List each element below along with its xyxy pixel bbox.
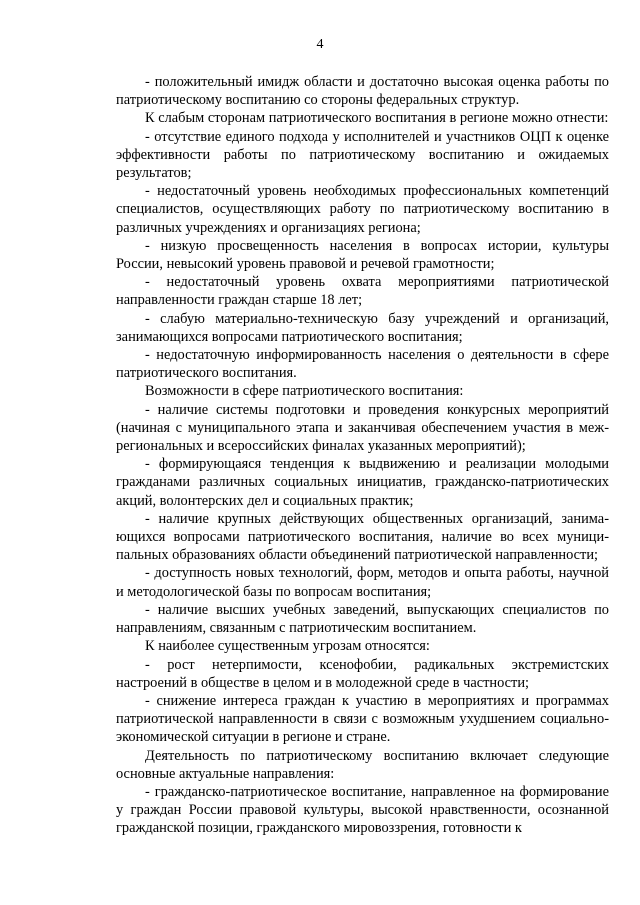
paragraph-positive-image: - положительный имидж области и достаточно высокая оценка работы по патриотическому воспитанию со стороны федеральных структур. [116,74,609,109]
paragraph-low-coverage-over-18: - недостаточный уровень охвата мероприятиями патриотической направленности граждан старше 18 лет; [116,274,609,309]
paragraph-civic-patriotic-education: - гражданско-патриотическое воспитание, направленное на формирование у граждан России правовой культуры, высокой нравственности, осознанной гражданской позиции, гражданского мировоззрения, готовности к [116,783,609,837]
paragraph-higher-education: - наличие высших учебных заведений, выпускающих специалистов по направлениям, связанным с патриотическим воспитанием. [116,601,609,637]
paragraph-public-organizations: - наличие крупных действующих общественных организаций, занимающихся вопросами патриотического воспитания, наличие во всех муниципальных образованиях области объединений патриотической направленности; [116,510,609,564]
paragraph-low-awareness-history: - низкую просвещенность населения в вопросах истории, культуры России, невысокий уровень правовой и речевой грамотности; [116,237,609,273]
paragraph-insufficient-competencies: - недостаточный уровень необходимых профессиональных компетенций специалистов, осуществляющих работу по патриотическому воспитанию в различных учреждениях и организациях региона; [116,183,609,236]
paragraph-opportunities-intro: Возможности в сфере патриотического воспитания: [145,383,464,400]
paragraph-weaknesses-intro: К слабым сторонам патриотического воспитания в регионе можно отнести: [145,110,609,127]
document-body [116,73,609,838]
paragraph-activity-directions: Деятельность по патриотическому воспитанию включает следующие основные актуальные направления: [116,747,609,782]
paragraph-weak-material-base: - слабую материально-техническую базу учреждений и организаций, занимающихся вопросами патриотического воспитания; [116,310,609,345]
page-number: 4 [316,37,324,52]
paragraph-competition-system: - наличие системы подготовки и проведения конкурсных мероприятий (начиная с муниципального этапа и заканчивая обеспечением участия в межрегиональных и всероссийских финалах указанных мероприятий); [116,401,609,455]
paragraph-no-unified-approach: - отсутствие единого подхода у исполнителей и участников ОЦП к оценке эффективности работы по патриотическому воспитанию и ожидаемых результатов; [116,128,609,182]
paragraph-new-technologies: - доступность новых технологий, форм, методов и опыта работы, научной и методологической базы по вопросам воспитания; [116,565,609,600]
paragraph-intolerance-growth: - рост нетерпимости, ксенофобии, радикальных экстремистских настроений в обществе в целом и в молодежной среде в частности; [116,656,609,691]
paragraph-declining-interest: - снижение интереса граждан к участию в мероприятиях и программах патриотической направленности в связи с возможным ухудшением социально-экономической ситуации в регионе и стране. [116,692,609,746]
paragraph-social-initiatives: - формирующаяся тенденция к выдвижению и реализации молодыми гражданами различных социальных инициатив, гражданско-патриотических акций, волонтерских дел и социальных практик; [116,456,609,509]
paragraph-insufficient-information: - недостаточную информированность населения о деятельности в сфере патриотического воспитания. [116,347,609,382]
paragraph-threats-intro: К наиболее существенным угрозам относятся: [145,638,430,655]
